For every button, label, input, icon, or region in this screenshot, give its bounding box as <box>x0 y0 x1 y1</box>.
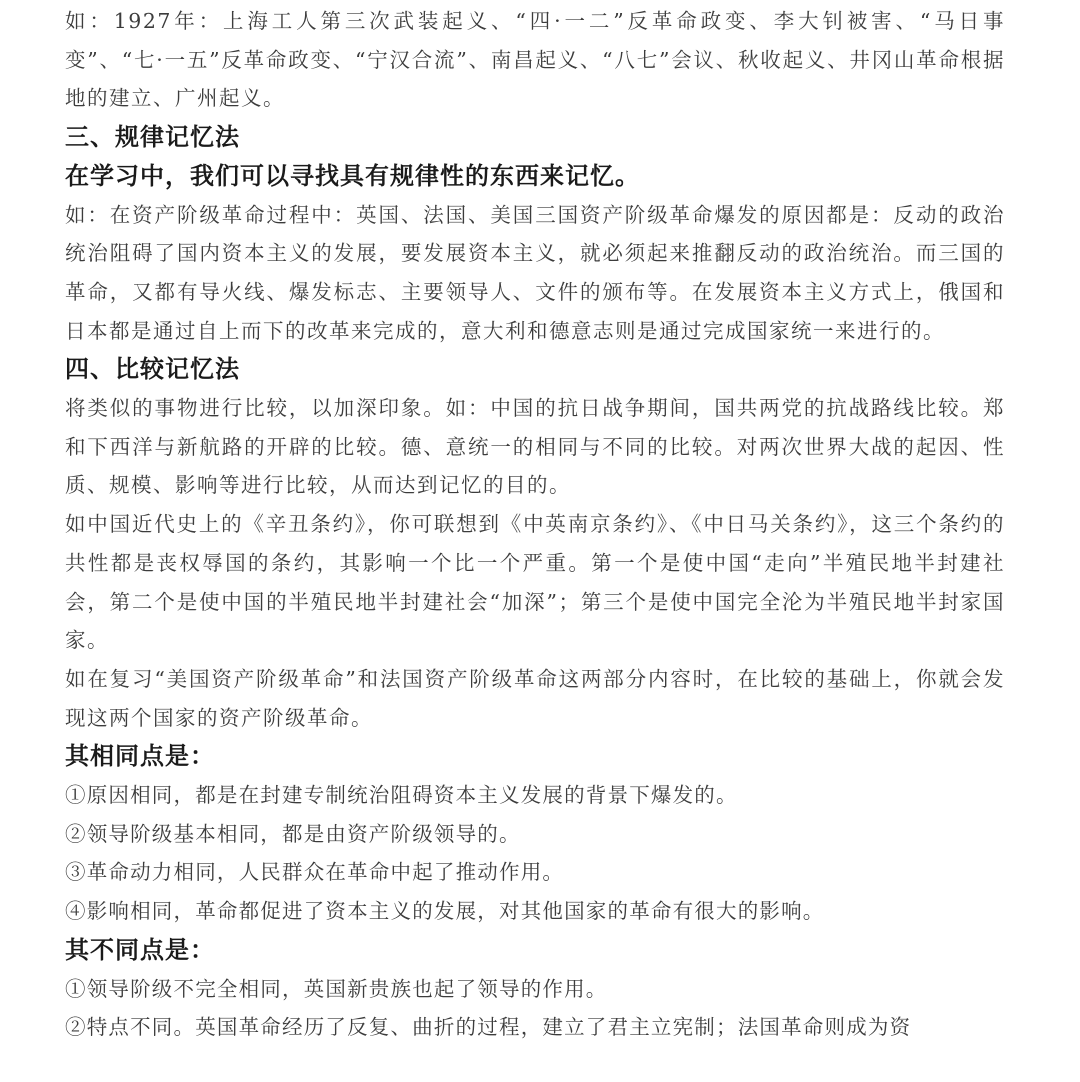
paragraph-rule-memory-example: 如：在资产阶级革命过程中：英国、法国、美国三国资产阶级革命爆发的原因都是：反动的政治统治阻碍了国内资本主义的发展，要发展资本主义，就必须起来推翻反动的政治统治。而三国的革命，又都有导火线、爆发标志、主要领导人、文件的颁布等。在发展资本主义方式上，俄国和日本都是通过自上而下的改革来完成的，意大利和德意志则是通过完成国家统一来进行的。 <box>65 202 1005 343</box>
paragraph-comparison-intro: 将类似的事物进行比较，以加深印象。如：中国的抗日战争期间，国共两党的抗战路线比较。郑和下西洋与新航路的开辟的比较。德、意统一的相同与不同的比较。对两次世界大战的起因、性质、规模、影响等进行比较，从而达到记忆的目的。 <box>65 396 1005 498</box>
document-body <box>65 2 1005 1047</box>
different-point-item: ②特点不同。英国革命经历了反复、曲折的过程，建立了君主立宪制；法国革命则成为资 <box>65 1015 912 1040</box>
same-point-item: ①原因相同，都是在封建专制统治阻碍资本主义发展的背景下爆发的。 <box>65 783 738 808</box>
paragraph-1927-events: 如：1927年：上海工人第三次武装起义、“四·一二”反革命政变、李大钊被害、“马日事变”、“七·一五”反革命政变、“宁汉合流”、南昌起义、“八七”会议、秋收起义、井冈山革命根据地的建立、广州起义。 <box>65 9 1005 111</box>
different-points-heading: 其不同点是： <box>65 934 215 964</box>
section-heading-comparison-memory: 四、比较记忆法 <box>65 354 240 384</box>
same-point-item: ②领导阶级基本相同，都是由资产阶级领导的。 <box>65 821 521 846</box>
section-heading-rule-memory: 三、规律记忆法 <box>65 122 240 152</box>
same-points-heading: 其相同点是： <box>65 741 215 771</box>
paragraph-revolutions-comparison: 如在复习“美国资产阶级革命”和法国资产阶级革命这两部分内容时，在比较的基础上，你就会发现这两个国家的资产阶级革命。 <box>65 666 1005 730</box>
lead-rule-memory: 在学习中，我们可以寻找具有规律性的东西来记忆。 <box>65 160 640 190</box>
same-point-item: ④影响相同，革命都促进了资本主义的发展，对其他国家的革命有很大的影响。 <box>65 899 825 924</box>
different-point-item: ①领导阶级不完全相同，英国新贵族也起了领导的作用。 <box>65 976 608 1001</box>
paragraph-treaties-comparison: 如中国近代史上的《辛丑条约》，你可联想到《中英南京条约》、《中日马关条约》，这三个条约的共性都是丧权辱国的条约，其影响一个比一个严重。第一个是使中国“走向”半殖民地半封建社会，第二个是使中国的半殖民地半封建社会“加深”；第三个是使中国完全沦为半殖民地半封家国家。 <box>65 512 1005 653</box>
same-point-item: ③革命动力相同，人民群众在革命中起了推动作用。 <box>65 860 565 885</box>
